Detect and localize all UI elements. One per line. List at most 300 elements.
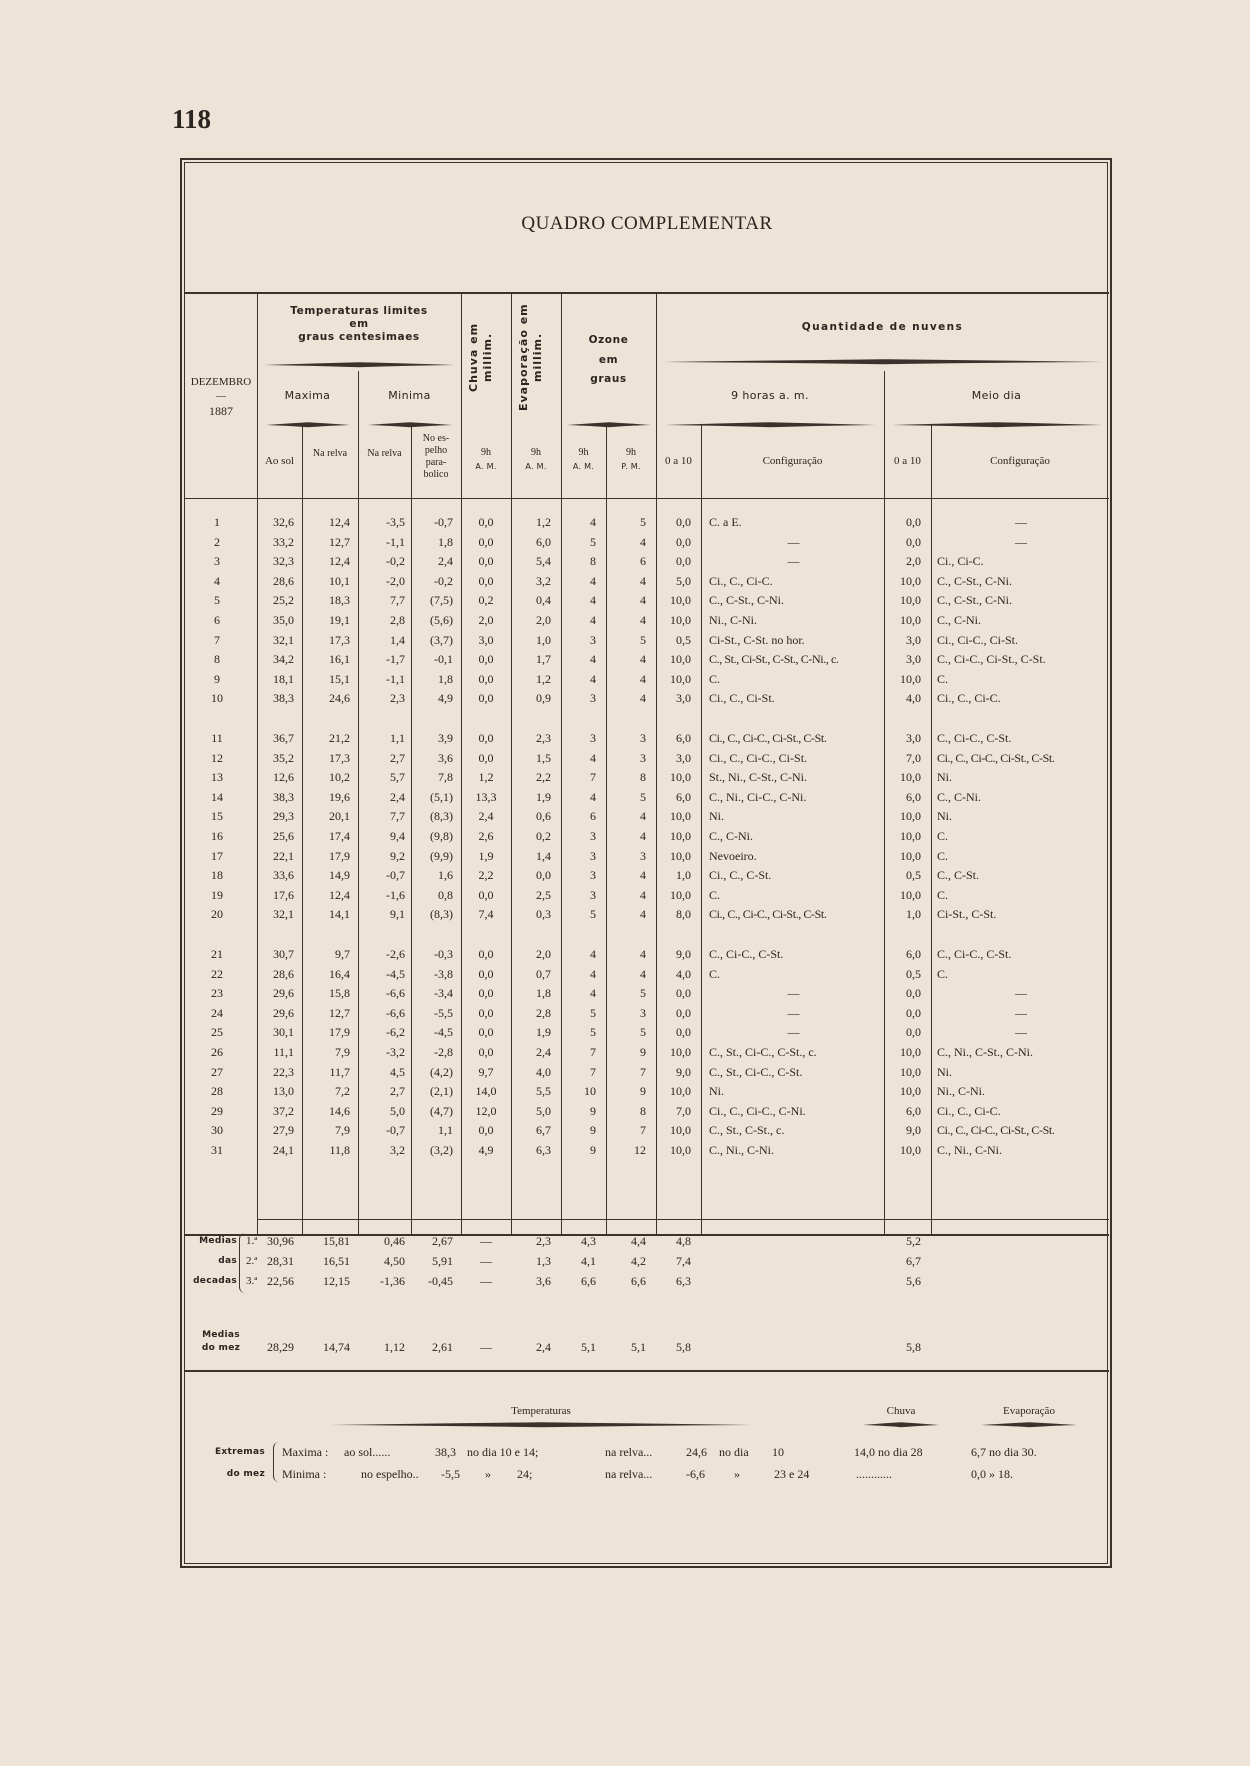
configuration-9am: St., Ni., C-St., C-Ni. <box>709 770 808 785</box>
configuration-9am: C., C-Ni. <box>709 829 754 843</box>
evaporacao-heading: Evaporação em millim. <box>517 303 544 411</box>
table-cell-oz2: 4 <box>640 809 646 824</box>
decade-ordinal: 2.ª <box>246 1255 258 1267</box>
clouds-midday: 10,0 <box>900 848 921 863</box>
table-cell-sol: 35,2 <box>273 750 294 765</box>
table-cell-esp: (9,9) <box>430 848 453 863</box>
table-cell-n9: 0,0 <box>676 515 691 529</box>
configuration-midday: C., Ci-C., Ci-St., C-St. <box>937 652 1046 667</box>
configuration-midday: C., Ci-C., C-St. <box>937 731 1012 745</box>
day-number: 28 <box>211 1084 223 1099</box>
day-number: 26 <box>211 1045 223 1059</box>
day-number: 22 <box>211 966 223 981</box>
table-cell-chuva: 0,0 <box>478 534 494 549</box>
table-cell-sol: 29,6 <box>273 986 294 1001</box>
decade-mean-esp: 2,67 <box>432 1234 453 1248</box>
configuration-midday: C., Ni., C-St., C-Ni. <box>937 1045 1034 1059</box>
table-cell-evap: 0,9 <box>536 691 551 706</box>
decade-mean-relva: 16,51 <box>323 1254 350 1268</box>
clouds-midday: 7,0 <box>906 750 921 765</box>
clouds-midday: 0,0 <box>906 986 921 1001</box>
table-cell-esp: -0,2 <box>434 573 453 588</box>
table-cell-n9: 0,0 <box>676 1025 691 1040</box>
table-cell-evap: 5,4 <box>536 554 551 569</box>
table-cell-relva: 14,9 <box>329 868 350 883</box>
table-cell-n9: 10,0 <box>670 1084 691 1099</box>
clouds-midday: 1,0 <box>906 907 921 922</box>
configuration-9am: Ni., C-Ni. <box>709 613 757 627</box>
table-cell-chuva: 0,0 <box>478 671 494 686</box>
title-rule <box>185 292 1109 294</box>
clouds-midday: 10,0 <box>900 770 921 785</box>
maxima-swash <box>266 421 350 429</box>
decade-mean-n9: 4,8 <box>676 1234 691 1248</box>
table-cell-chuva: 0,0 <box>478 652 494 667</box>
table-cell-oz2: 4 <box>640 966 646 981</box>
temperatures-heading-units: graus centesimaes <box>298 331 420 343</box>
table-cell-esp: -0,3 <box>434 947 453 961</box>
table-cell-evap: 6,0 <box>536 534 551 549</box>
maxima-day-grass: no dia <box>719 1445 749 1459</box>
table-cell-chuva: 2,0 <box>478 613 494 627</box>
table-cell-relva: 12,7 <box>329 534 350 549</box>
table-cell-chuva: 0,0 <box>478 573 494 588</box>
extremes-temps-swash <box>331 1421 751 1429</box>
column-rule <box>411 425 412 498</box>
table-cell-relva: 17,3 <box>329 750 350 765</box>
table-cell-minr: -1,6 <box>386 887 405 902</box>
table-cell-chuva: 0,0 <box>478 750 494 765</box>
configuration-midday: Ci-St., C-St. <box>937 907 997 922</box>
minima-label: Minima : <box>282 1467 327 1481</box>
configuration-midday: C., C-St., C-Ni. <box>937 573 1013 588</box>
table-cell-esp: (3,2) <box>430 1143 453 1157</box>
table-cell-esp: 1,8 <box>438 671 453 686</box>
configuration-midday: Ci., C., Ci-C. <box>937 1103 1001 1118</box>
table-cell-oz1: 3 <box>590 632 596 647</box>
table-cell-chuva: 1,9 <box>478 848 494 863</box>
extremes-label: Extremas <box>214 1447 265 1457</box>
clouds-midday: 0,0 <box>906 515 921 529</box>
table-cell-sol: 37,2 <box>273 1103 294 1118</box>
column-rule <box>931 498 932 1234</box>
table-cell-esp: 7,8 <box>438 770 453 785</box>
table-cell-sol: 11,1 <box>273 1045 294 1059</box>
month-means-label: do mez <box>201 1343 241 1353</box>
maxima-where-grass: na relva... <box>605 1445 653 1459</box>
table-cell-n9: 3,0 <box>676 750 691 765</box>
minima-heading: Minima <box>388 389 431 402</box>
table-cell-sol: 29,6 <box>273 1005 294 1020</box>
day-number: 25 <box>211 1025 223 1040</box>
table-cell-n9: 9,0 <box>676 1064 691 1079</box>
table-cell-sol: 28,6 <box>273 573 294 588</box>
chuva-am-heading: A. M. <box>475 462 497 471</box>
decade-mean-oz2: 4,2 <box>631 1254 646 1268</box>
configuration-midday: Ni., C-Ni. <box>937 1084 985 1099</box>
clouds-midday: 2,0 <box>906 554 921 569</box>
table-cell-relva: 17,3 <box>329 632 350 647</box>
table-cell-oz1: 5 <box>590 1005 596 1020</box>
table-cell-relva: 11,8 <box>329 1143 350 1157</box>
table-cell-minr: -2,6 <box>386 947 405 961</box>
column-rule <box>701 498 702 1234</box>
table-cell-oz1: 4 <box>590 966 596 981</box>
na-relva-heading: Na relva <box>312 448 348 459</box>
table-cell-n9: 9,0 <box>676 947 691 961</box>
temperatures-heading: Temperaturas limites <box>290 305 428 317</box>
clouds-midday: 10,0 <box>900 1045 921 1059</box>
clouds-midday: 10,0 <box>900 1084 921 1099</box>
ozone-heading-em: em <box>598 354 619 366</box>
configuration-midday: Ci., C., Ci-C., Ci-St., C-St. <box>937 750 1055 765</box>
table-cell-relva: 7,9 <box>335 1123 350 1138</box>
table-cell-oz1: 9 <box>590 1123 596 1138</box>
table-cell-minr: 9,2 <box>390 848 405 863</box>
table-cell-oz1: 7 <box>590 770 596 785</box>
table-cell-relva: 11,7 <box>329 1064 350 1079</box>
table-cell-esp: (8,3) <box>430 907 453 922</box>
decade-mean-minr: -1,36 <box>380 1274 405 1288</box>
minima-evaporation: 0,0 » 18. <box>971 1467 1013 1481</box>
table-cell-oz1: 5 <box>590 1025 596 1040</box>
table-cell-oz2: 5 <box>640 515 646 529</box>
table-cell-n9: 10,0 <box>670 671 691 686</box>
table-cell-minr: 3,2 <box>390 1143 405 1157</box>
table-cell-esp: (8,3) <box>430 809 453 824</box>
table-cell-evap: 1,7 <box>536 652 551 667</box>
decade-mean-relva: 12,15 <box>323 1274 350 1288</box>
table-cell-minr: -6,2 <box>386 1025 405 1040</box>
month-mean-midday: 5,8 <box>906 1340 921 1354</box>
table-frame <box>184 162 1108 1564</box>
table-cell-relva: 17,4 <box>329 829 350 843</box>
ozone-heading-units: graus <box>590 373 627 385</box>
nine-hours-heading: 9 horas a. m. <box>731 389 809 402</box>
table-cell-chuva: 2,4 <box>478 809 494 824</box>
table-cell-relva: 15,1 <box>329 671 350 686</box>
table-cell-minr: 2,8 <box>390 613 405 627</box>
table-cell-evap: 2,8 <box>536 1005 551 1020</box>
table-cell-evap: 1,2 <box>536 671 551 686</box>
table-cell-relva: 19,6 <box>329 789 350 804</box>
table-cell-minr: 5,0 <box>390 1103 405 1118</box>
no-espelho-heading: No es-pelho para-bolico <box>422 433 450 480</box>
table-cell-oz2: 3 <box>640 1005 646 1020</box>
table-cell-n9: 10,0 <box>670 652 691 667</box>
table-cell-chuva: 0,0 <box>478 554 494 569</box>
clouds-midday: 10,0 <box>900 573 921 588</box>
table-cell-sol: 25,2 <box>273 593 294 608</box>
decade-mean-minr: 0,46 <box>384 1234 405 1248</box>
table-cell-relva: 20,1 <box>329 809 350 824</box>
configuration-midday: Ci., Ci-C., Ci-St. <box>937 632 1019 647</box>
table-cell-minr: 2,4 <box>390 789 405 804</box>
configuration-9am: C. a E. <box>709 515 742 529</box>
zero-to-ten-heading: 0 a 10 <box>665 455 692 467</box>
day-number: 2 <box>214 534 220 549</box>
table-cell-n9: 10,0 <box>670 809 691 824</box>
table-cell-evap: 6,3 <box>536 1143 551 1157</box>
table-cell-relva: 18,3 <box>329 593 350 608</box>
maxima-rain: 14,0 no dia 28 <box>854 1445 923 1459</box>
table-cell-oz2: 4 <box>640 534 646 549</box>
table-cell-minr: 7,7 <box>390 593 405 608</box>
day-number: 24 <box>211 1005 223 1020</box>
table-cell-oz1: 4 <box>590 515 596 529</box>
table-cell-n9: 7,0 <box>676 1103 691 1118</box>
header-bottom-rule <box>185 498 1109 499</box>
decade-mean-sol: 30,96 <box>267 1234 294 1248</box>
day-number: 20 <box>211 907 223 922</box>
configuration-9am: C., Ni., Ci-C., C-Ni. <box>709 789 807 804</box>
maxima-value-grass: 24,6 <box>686 1445 707 1459</box>
configuration-9am: C., Ci-C., C-St. <box>709 947 784 961</box>
configuration-9am: Ni. <box>709 1084 724 1099</box>
table-cell-esp: (9,8) <box>430 829 453 843</box>
table-cell-esp: -0,1 <box>434 652 453 667</box>
maxima-value-sun: 38,3 <box>435 1445 456 1459</box>
table-cell-evap: 1,5 <box>536 750 551 765</box>
configuration-midday: C., C-St., C-Ni. <box>937 593 1013 608</box>
day-number: 16 <box>211 829 223 843</box>
table-cell-oz1: 4 <box>590 947 596 961</box>
decade-mean-oz1: 4,1 <box>581 1254 596 1268</box>
table-cell-oz2: 4 <box>640 613 646 627</box>
decade-mean-chuva: — <box>480 1254 492 1268</box>
table-cell-sol: 38,3 <box>273 691 294 706</box>
table-cell-oz2: 5 <box>640 1025 646 1040</box>
clouds-midday: 9,0 <box>906 1123 921 1138</box>
configuration-midday: C. <box>937 887 949 902</box>
column-rule <box>302 425 303 498</box>
clouds-midday: 3,0 <box>906 731 921 745</box>
table-cell-esp: 3,9 <box>438 731 453 745</box>
decade-brace <box>239 1233 246 1293</box>
extremes-brace <box>273 1442 280 1482</box>
table-cell-n9: 10,0 <box>670 887 691 902</box>
table-cell-oz1: 4 <box>590 613 596 627</box>
table-cell-sol: 30,7 <box>273 947 294 961</box>
table-cell-oz2: 4 <box>640 593 646 608</box>
table-cell-oz2: 4 <box>640 652 646 667</box>
table-cell-chuva: 14,0 <box>475 1084 497 1099</box>
table-cell-relva: 14,1 <box>329 907 350 922</box>
table-cell-n9: 3,0 <box>676 691 691 706</box>
table-cell-chuva: 1,2 <box>478 770 494 785</box>
table-cell-sol: 38,3 <box>273 789 294 804</box>
month-means-label: Medias <box>202 1330 240 1340</box>
day-number: 6 <box>214 613 220 627</box>
table-cell-oz1: 4 <box>590 652 596 667</box>
table-cell-sol: 27,9 <box>273 1123 294 1138</box>
table-cell-relva: 7,9 <box>335 1045 350 1059</box>
month-dash: — <box>216 391 226 402</box>
clouds-midday: 0,5 <box>906 966 921 981</box>
table-cell-relva: 12,4 <box>329 515 350 529</box>
configuration-9am: C., St., Ci-St., C-St., C-Ni., c. <box>709 652 839 667</box>
temperatures-extremes-heading: Temperaturas <box>511 1405 571 1417</box>
clouds-midday: 0,0 <box>906 1025 921 1040</box>
clouds-midday: 10,0 <box>900 1064 921 1079</box>
table-cell-sol: 35,0 <box>273 613 294 627</box>
month-label: DEZEMBRO <box>190 376 252 388</box>
table-cell-sol: 29,3 <box>273 809 294 824</box>
day-number: 4 <box>214 573 220 588</box>
table-cell-oz2: 7 <box>640 1064 646 1079</box>
configuration-9am: — <box>787 986 800 1001</box>
clouds-midday: 10,0 <box>900 809 921 824</box>
table-cell-oz2: 3 <box>640 848 646 863</box>
decade-mean-oz1: 4,3 <box>581 1234 596 1248</box>
decade-ordinal: 3.ª <box>246 1275 258 1287</box>
table-cell-oz1: 3 <box>590 691 596 706</box>
table-cell-sol: 33,6 <box>273 868 294 883</box>
decade-mean-n9: 6,3 <box>676 1274 691 1288</box>
table-cell-oz2: 6 <box>640 554 646 569</box>
table-cell-oz1: 4 <box>590 789 596 804</box>
table-cell-evap: 2,0 <box>536 613 551 627</box>
day-number: 11 <box>211 731 223 745</box>
table-cell-sol: 25,6 <box>273 829 294 843</box>
table-cell-minr: 2,7 <box>390 750 405 765</box>
configuration-midday: — <box>1015 515 1027 529</box>
table-cell-sol: 28,6 <box>273 966 294 981</box>
table-cell-oz1: 6 <box>590 809 596 824</box>
table-cell-relva: 24,6 <box>329 691 350 706</box>
extremes-rain-swash <box>863 1421 939 1429</box>
table-cell-relva: 7,2 <box>335 1084 350 1099</box>
table-cell-relva: 14,6 <box>329 1103 350 1118</box>
clouds-midday: 10,0 <box>900 671 921 686</box>
configuration-midday: C., C-St. <box>937 868 980 883</box>
table-cell-esp: -3,4 <box>434 986 453 1001</box>
table-cell-chuva: 0,0 <box>478 887 494 902</box>
configuration-9am: C., Ni., C-Ni. <box>709 1143 775 1157</box>
table-cell-esp: (5,1) <box>430 789 453 804</box>
maxima-where-sun: ao sol...... <box>344 1445 391 1459</box>
minima-daynum-mirror: 24; <box>517 1467 533 1481</box>
day-number: 12 <box>211 750 223 765</box>
decade-mean-minr: 4,50 <box>384 1254 405 1268</box>
table-cell-evap: 1,8 <box>536 986 551 1001</box>
clouds-midday: 3,0 <box>906 632 921 647</box>
decade-mean-oz1: 6,6 <box>581 1274 596 1288</box>
minima-value-grass: -6,6 <box>686 1467 705 1481</box>
configuration-midday-heading: Configuração <box>990 455 1050 467</box>
maxima-daynum-grass: 10 <box>772 1445 784 1459</box>
configuration-9am: — <box>787 1025 800 1040</box>
table-cell-evap: 0,2 <box>536 829 551 843</box>
table-cell-relva: 15,8 <box>329 986 350 1001</box>
table-cell-n9: 0,5 <box>676 632 691 647</box>
table-cell-chuva: 0,0 <box>478 691 494 706</box>
table-cell-minr: -4,5 <box>386 966 405 981</box>
table-cell-evap: 1,2 <box>536 515 551 529</box>
table-cell-esp: -0,7 <box>434 515 453 529</box>
means-rule <box>257 1219 1109 1220</box>
table-cell-n9: 10,0 <box>670 848 691 863</box>
midday-swash <box>892 421 1102 429</box>
table-cell-minr: -6,6 <box>386 986 405 1001</box>
table-cell-esp: -5,5 <box>434 1005 453 1020</box>
table-cell-relva: 9,7 <box>335 947 350 961</box>
ozone-am-heading: A. M. <box>572 462 595 471</box>
table-cell-oz1: 3 <box>590 887 596 902</box>
table-cell-oz2: 4 <box>640 868 646 883</box>
clouds-swash <box>663 358 1103 366</box>
table-cell-oz1: 4 <box>590 750 596 765</box>
decade-mean-midday: 6,7 <box>906 1254 921 1268</box>
day-number: 17 <box>211 848 223 863</box>
day-number: 10 <box>211 691 223 706</box>
table-cell-oz2: 4 <box>640 907 646 922</box>
day-number: 23 <box>211 986 223 1001</box>
table-cell-n9: 8,0 <box>676 907 691 922</box>
table-cell-esp: 1,6 <box>438 868 453 883</box>
month-mean-sol: 28,29 <box>267 1340 294 1354</box>
ozone-9pm-heading: 9h <box>626 447 636 458</box>
table-cell-minr: -0,7 <box>386 1123 405 1138</box>
ao-sol-heading: Ao sol <box>264 455 295 467</box>
configuration-9am: C. <box>709 966 721 981</box>
configuration-9am: Ni. <box>709 809 724 824</box>
table-cell-oz2: 7 <box>640 1123 646 1138</box>
decade-mean-relva: 15,81 <box>323 1234 350 1248</box>
day-number: 29 <box>211 1103 223 1118</box>
table-cell-chuva: 12,0 <box>475 1103 497 1118</box>
table-cell-esp: -3,8 <box>434 966 453 981</box>
configuration-9am: C., St., Ci-C., C-St., c. <box>709 1045 817 1059</box>
table-cell-oz1: 8 <box>590 554 596 569</box>
decade-mean-evap: 3,6 <box>536 1274 551 1288</box>
configuration-midday: C., C-Ni. <box>937 789 982 804</box>
table-cell-n9: 0,0 <box>676 534 691 549</box>
clouds-midday: 10,0 <box>900 1143 921 1157</box>
zero-to-ten-midday-heading: 0 a 10 <box>894 455 921 467</box>
clouds-midday: 10,0 <box>900 593 921 608</box>
table-cell-minr: 7,7 <box>390 809 405 824</box>
table-cell-n9: 10,0 <box>670 1143 691 1157</box>
table-cell-chuva: 0,0 <box>478 731 494 745</box>
table-cell-chuva: 0,0 <box>478 515 494 529</box>
decade-mean-n9: 7,4 <box>676 1254 691 1268</box>
table-cell-minr: -0,7 <box>386 868 405 883</box>
configuration-9am: C., St., C-St., c. <box>709 1123 785 1138</box>
minima-value-mirror: -5,5 <box>441 1467 460 1481</box>
configuration-9am: Ci., C., Ci-C., Ci-St., C-St. <box>709 731 827 745</box>
configuration-9am: C., C-St., C-Ni. <box>709 593 785 608</box>
table-cell-chuva: 0,0 <box>478 1025 494 1040</box>
minima-swash <box>368 421 452 429</box>
table-cell-n9: 5,0 <box>676 573 691 588</box>
configuration-9am: C. <box>709 887 721 902</box>
table-cell-esp: 1,8 <box>438 534 453 549</box>
table-cell-oz2: 4 <box>640 671 646 686</box>
minima-daynum-grass: 23 e 24 <box>774 1467 810 1481</box>
table-cell-n9: 1,0 <box>676 868 691 883</box>
table-cell-oz1: 3 <box>590 848 596 863</box>
table-cell-oz2: 8 <box>640 770 646 785</box>
table-cell-chuva: 7,4 <box>478 907 494 922</box>
table-cell-chuva: 9,7 <box>478 1064 494 1079</box>
day-number: 30 <box>211 1123 223 1138</box>
table-cell-minr: -1,1 <box>386 534 405 549</box>
table-cell-oz2: 9 <box>640 1045 646 1059</box>
table-cell-chuva: 13,3 <box>475 789 497 804</box>
means-bottom-rule <box>185 1370 1109 1372</box>
configuration-9am: Ci., C., Ci-St. <box>709 691 775 706</box>
